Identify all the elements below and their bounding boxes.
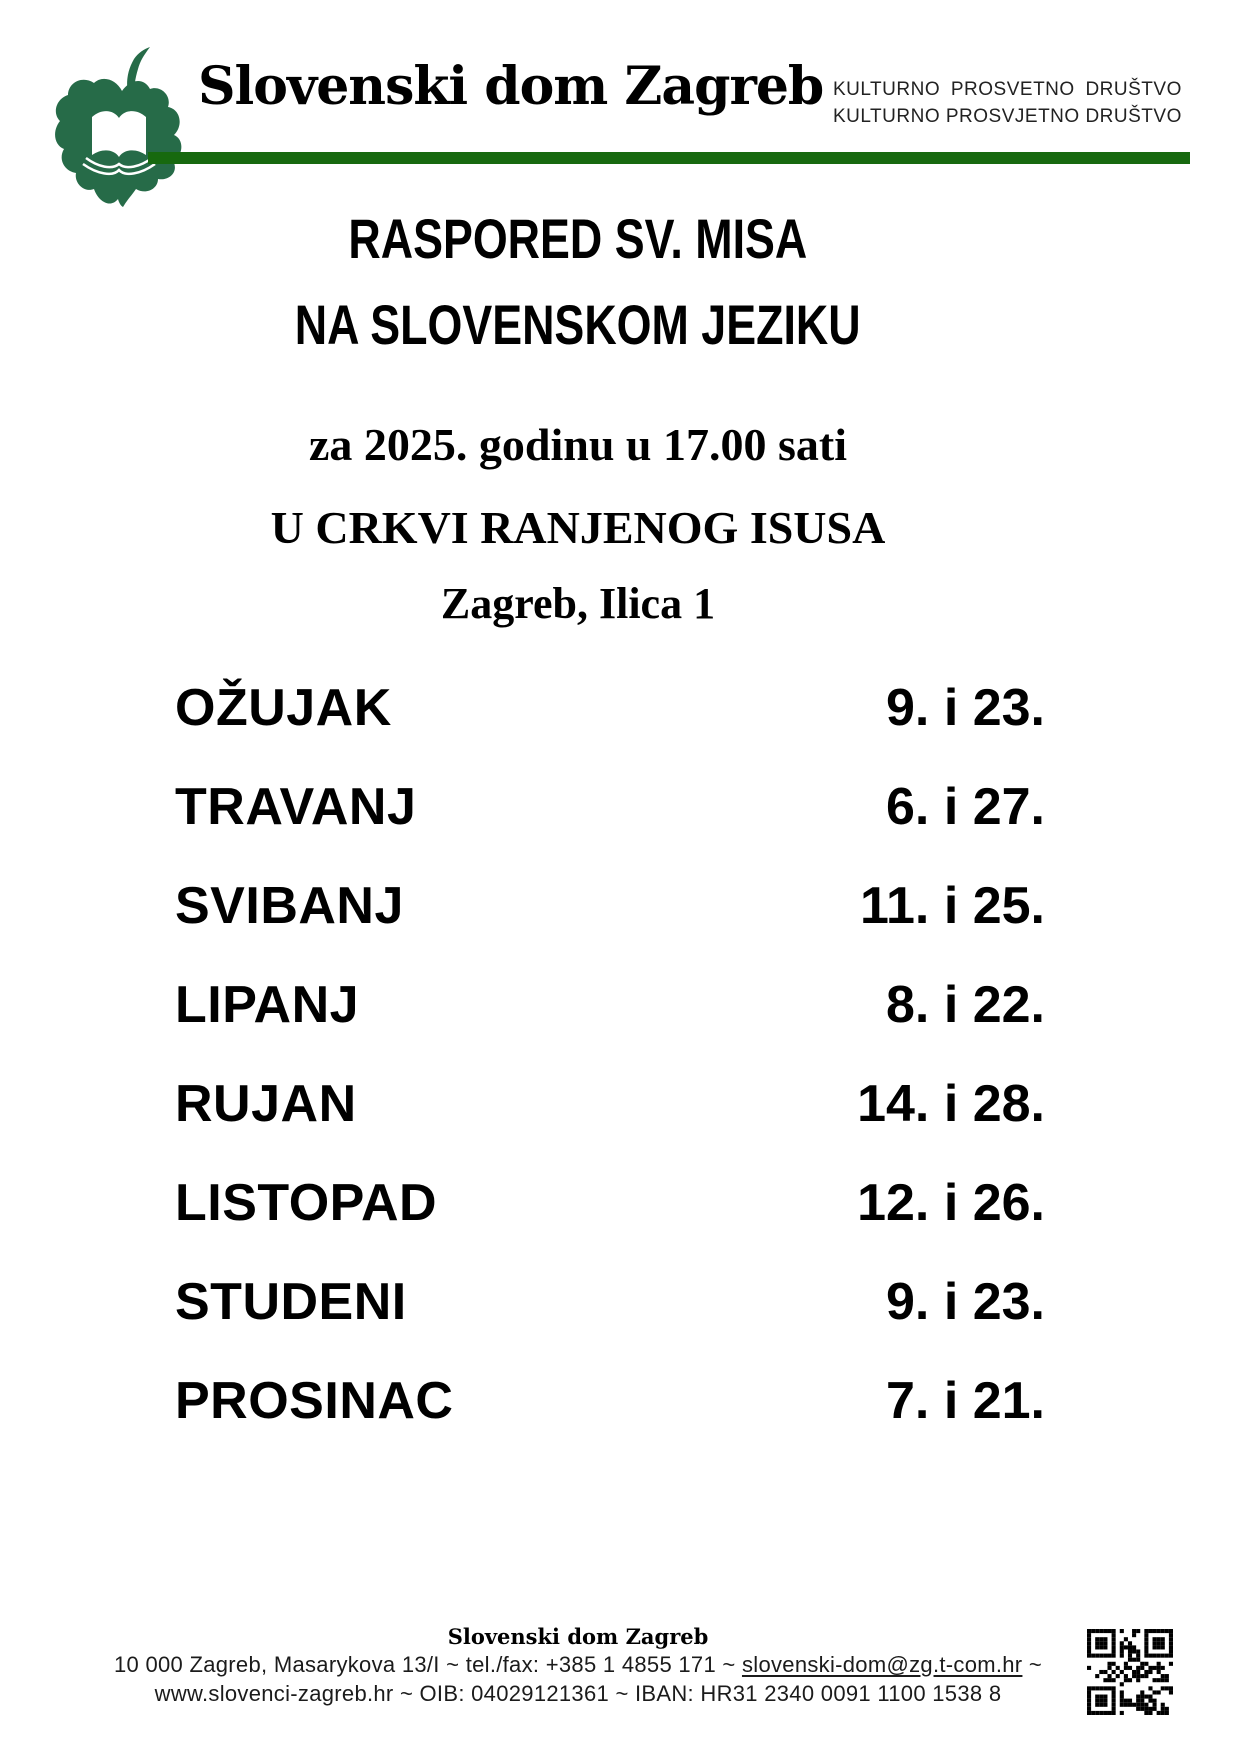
dates-value: 11. i 25. xyxy=(859,876,1045,935)
month-label: RUJAN xyxy=(175,1074,357,1133)
table-row xyxy=(175,757,1045,856)
society-line-croatian: KULTURNO PROSVJETNO DRUŠTVO xyxy=(833,106,1182,127)
main-title-line2: NA SLOVENSKOM JEZIKU xyxy=(295,293,861,356)
header-org-name: Slovenski dom Zagreb xyxy=(198,56,824,117)
table-row xyxy=(175,856,1045,955)
society-line-slovenian: KULTURNO PROSVETNO DRUŠTVO xyxy=(833,79,1182,100)
dates-value: 8. i 22. xyxy=(886,975,1045,1034)
table-row xyxy=(175,658,1045,757)
subtitle-address: Zagreb, Ilica 1 xyxy=(440,579,716,628)
dates-value: 6. i 27. xyxy=(886,777,1045,836)
table-row xyxy=(175,1252,1045,1351)
main-title-line1: RASPORED SV. MISA xyxy=(348,207,808,270)
dates-value: 7. i 21. xyxy=(886,1371,1045,1430)
month-label: TRAVANJ xyxy=(175,777,417,836)
header-divider-rule xyxy=(148,152,1190,164)
footer-address-phone: 10 000 Zagreb, Masarykova 13/I ~ tel./fax: +385 1 4855 171 ~ xyxy=(113,1652,742,1677)
mass-schedule-table xyxy=(175,658,1045,1450)
dates-value: 14. i 28. xyxy=(857,1074,1045,1133)
table-row xyxy=(175,1054,1045,1153)
month-label: LIPANJ xyxy=(175,975,360,1034)
qr-code-icon xyxy=(1087,1629,1173,1715)
footer-contact-line xyxy=(0,1652,1156,1678)
month-label: OŽUJAK xyxy=(175,678,392,737)
dates-value: 9. i 23. xyxy=(886,1272,1045,1331)
month-label: STUDENI xyxy=(175,1272,407,1331)
email-link[interactable]: slovenski-dom@zg.t-com.hr xyxy=(741,1652,1023,1677)
dates-value: 9. i 23. xyxy=(886,678,1045,737)
month-label: PROSINAC xyxy=(175,1371,454,1430)
subtitle-church: U CRKVI RANJENOG ISUSA xyxy=(270,502,886,553)
society-subtitle xyxy=(833,76,1182,130)
subtitle-year-time: za 2025. godinu u 17.00 sati xyxy=(308,419,848,470)
dates-value: 12. i 26. xyxy=(857,1173,1045,1232)
month-label: LISTOPAD xyxy=(175,1173,438,1232)
footer-web-oib-iban-line: www.slovenci-zagreb.hr ~ OIB: 04029121361 ~ IBAN: HR31 2340 0091 1100 1538 8 xyxy=(154,1681,1002,1706)
table-row xyxy=(175,1351,1045,1450)
table-row xyxy=(175,1153,1045,1252)
month-label: SVIBANJ xyxy=(175,876,404,935)
footer-org-name: Slovenski dom Zagreb xyxy=(447,1624,709,1649)
linden-leaf-open-book-icon xyxy=(52,45,184,213)
org-logo xyxy=(52,45,184,213)
footer-line1-suffix: ~ xyxy=(1022,1652,1042,1677)
table-row xyxy=(175,955,1045,1054)
